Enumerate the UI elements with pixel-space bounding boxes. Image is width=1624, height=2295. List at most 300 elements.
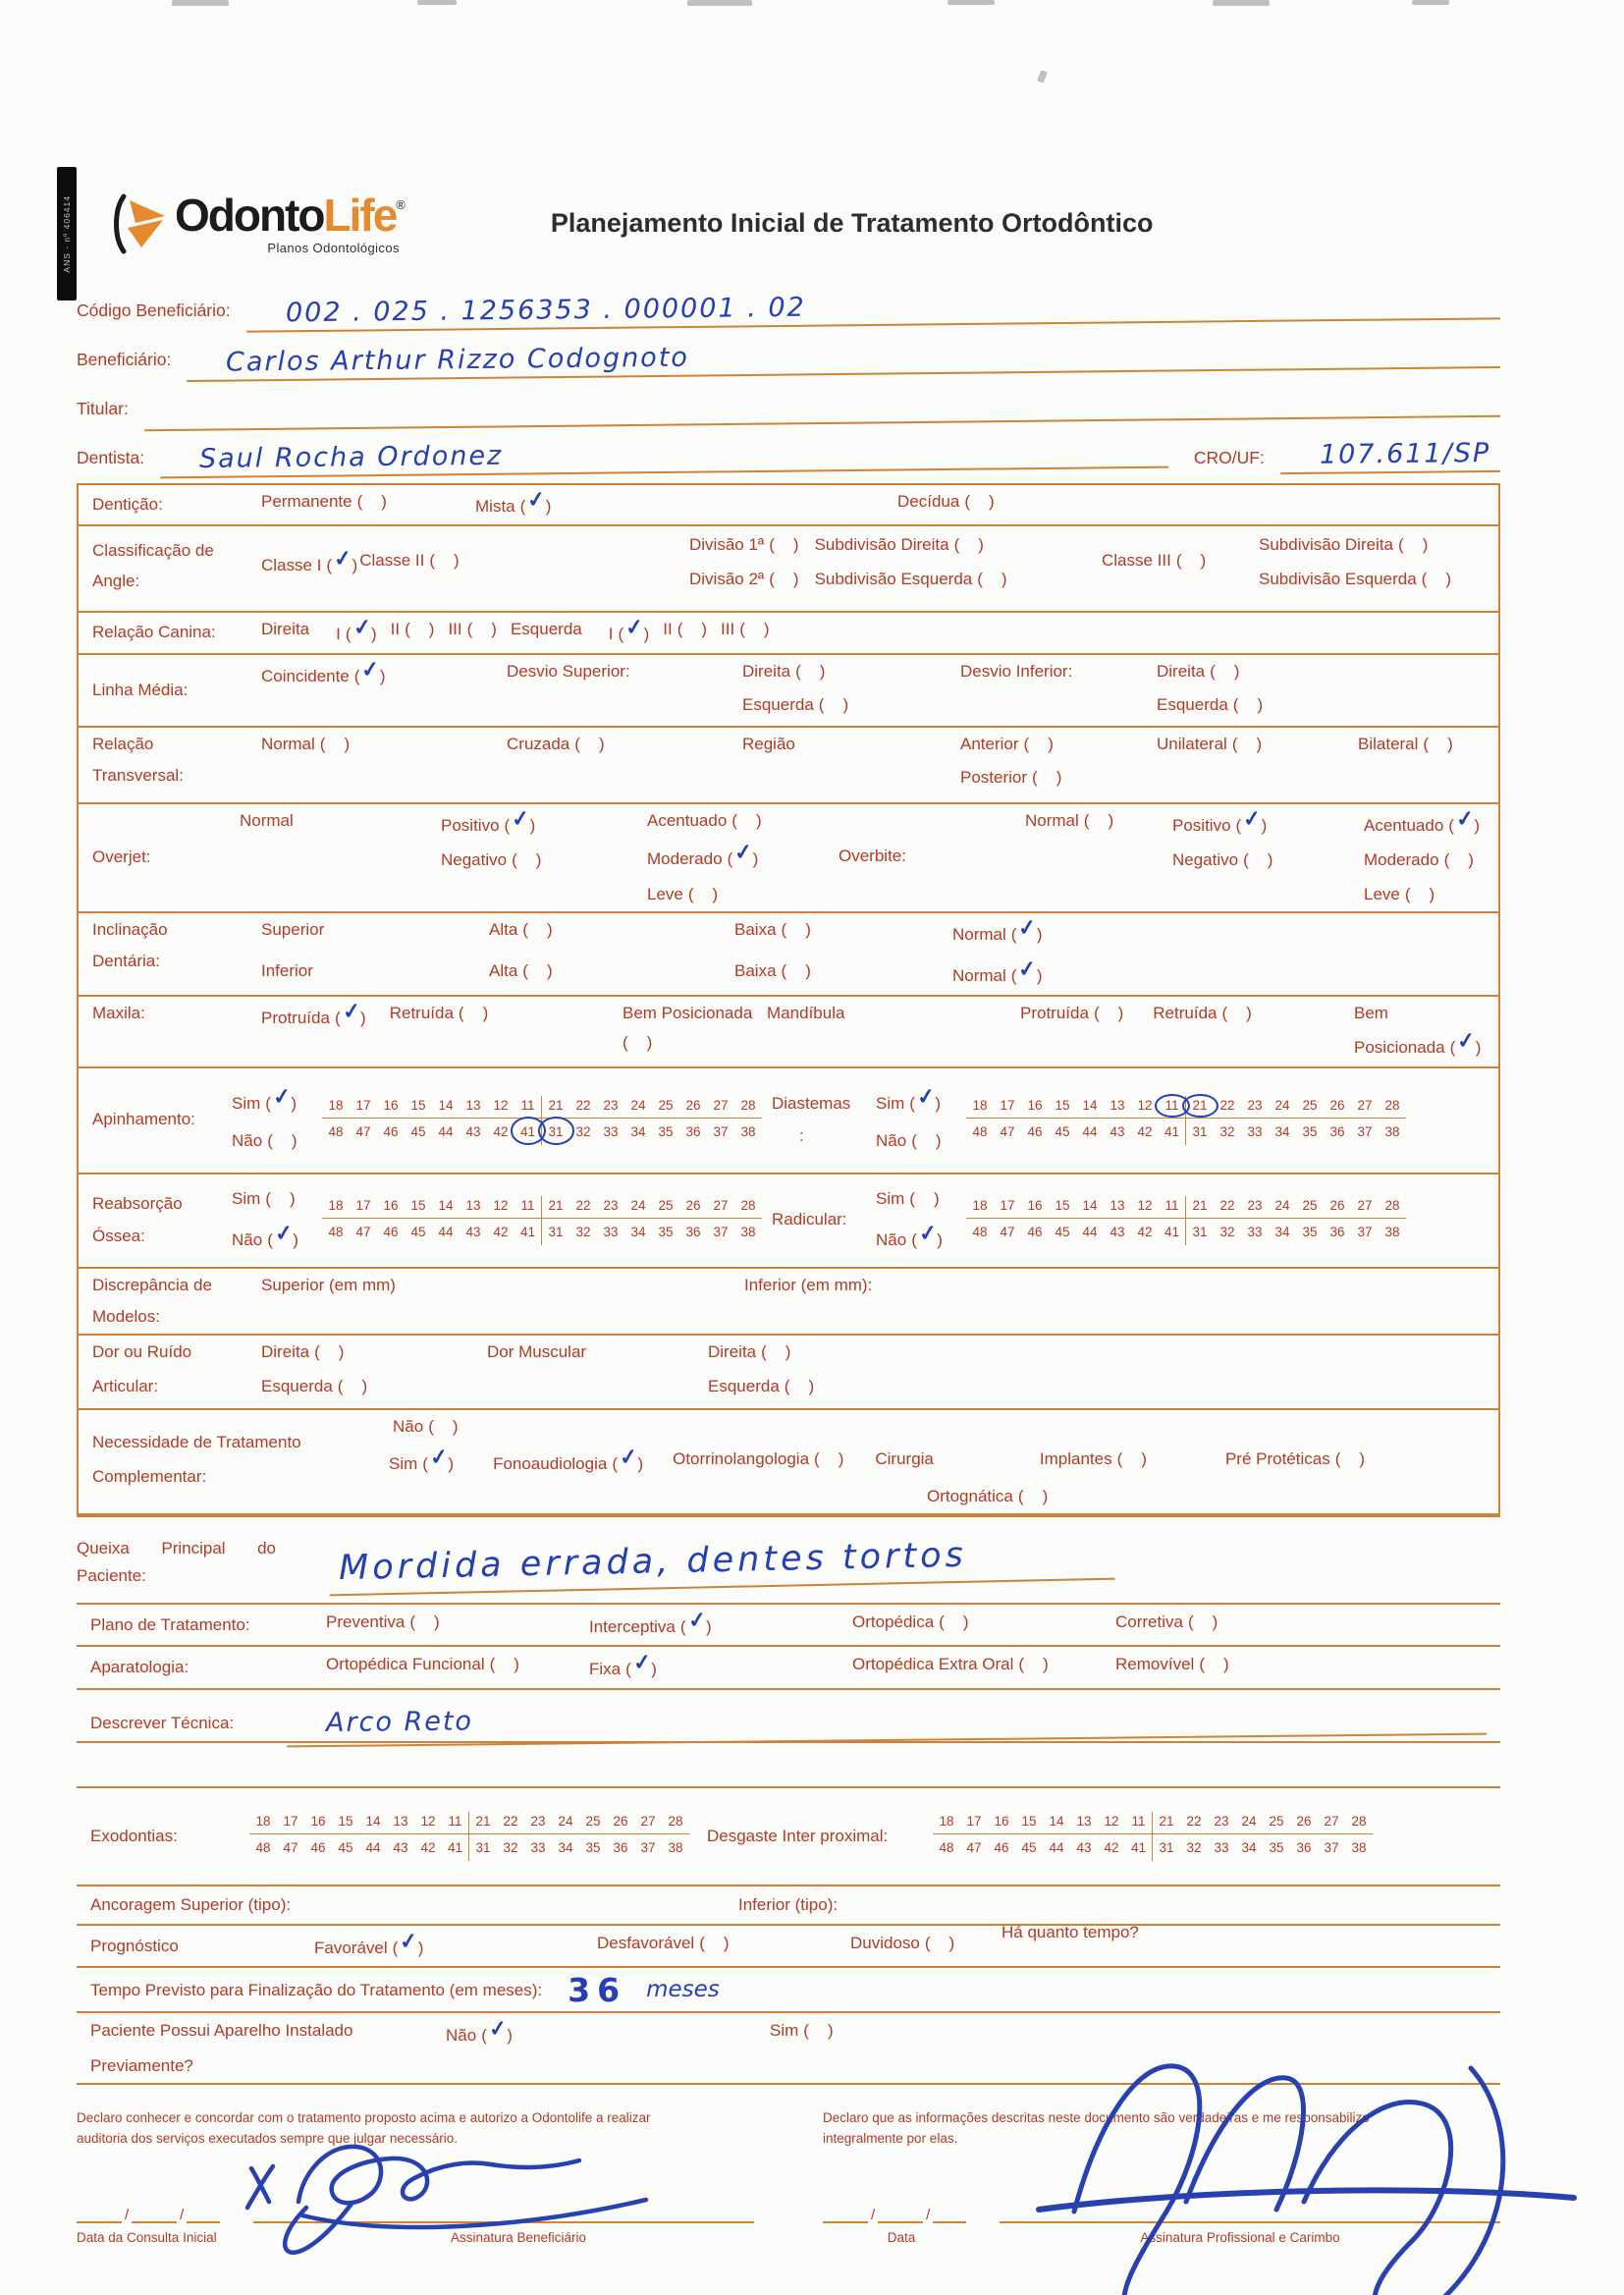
- option-retruida[interactable]: Retruída ( ): [389, 1003, 491, 1022]
- option-unilateral[interactable]: Unilateral ( ): [1157, 734, 1265, 753]
- option-subdivisao-esquerda[interactable]: Subdivisão Esquerda ( ): [814, 569, 1009, 588]
- tooth-12[interactable]: 12: [414, 1812, 442, 1835]
- tooth-36[interactable]: 36: [613, 1840, 628, 1856]
- date-segment[interactable]: [187, 2212, 220, 2223]
- tooth-47[interactable]: 47: [966, 1840, 982, 1856]
- tooth-31[interactable]: 31: [1192, 1124, 1208, 1140]
- tooth-18[interactable]: 18: [966, 1096, 994, 1120]
- tooth-41[interactable]: 41: [514, 1119, 542, 1145]
- tooth-44[interactable]: 44: [1049, 1840, 1064, 1856]
- tooth-22[interactable]: 22: [1180, 1812, 1208, 1835]
- tooth-28[interactable]: 28: [1379, 1096, 1406, 1120]
- option-classe-i[interactable]: Classe I (✓): [261, 545, 360, 575]
- tooth-38[interactable]: 38: [1384, 1124, 1400, 1140]
- option-direita[interactable]: Direita ( ): [261, 1342, 347, 1362]
- tooth-24[interactable]: 24: [1269, 1096, 1296, 1120]
- option-i[interactable]: I (✓): [608, 614, 652, 644]
- tooth-45[interactable]: 45: [338, 1840, 353, 1856]
- tooth-26[interactable]: 26: [1324, 1196, 1351, 1220]
- tooth-27[interactable]: 27: [707, 1196, 734, 1220]
- option-classe-iii[interactable]: Classe III ( ): [1102, 551, 1209, 571]
- tooth-36[interactable]: 36: [1329, 1124, 1345, 1140]
- tooth-37[interactable]: 37: [640, 1840, 656, 1856]
- tooth-38[interactable]: 38: [740, 1225, 756, 1240]
- tooth-31[interactable]: 31: [548, 1225, 564, 1240]
- tooth-26[interactable]: 26: [1290, 1812, 1318, 1835]
- option-sim[interactable]: Sim (✓): [876, 1083, 944, 1114]
- option-i[interactable]: I (✓): [336, 614, 379, 644]
- option-esquerda[interactable]: Esquerda ( ): [742, 695, 851, 715]
- tooth-18[interactable]: 18: [249, 1812, 277, 1835]
- date-segment[interactable]: [77, 2212, 122, 2223]
- option-direita[interactable]: Direita ( ): [1157, 661, 1242, 681]
- tooth-23[interactable]: 23: [1241, 1096, 1269, 1120]
- tooth-15[interactable]: 15: [1049, 1196, 1076, 1220]
- option-bilateral[interactable]: Bilateral ( ): [1358, 734, 1455, 753]
- option-nao[interactable]: Não (✓): [232, 1219, 300, 1249]
- option-implantes[interactable]: Implantes ( ): [1039, 1448, 1149, 1468]
- tooth-35[interactable]: 35: [658, 1225, 674, 1240]
- option-retruida[interactable]: Retruída ( ): [1153, 1003, 1254, 1022]
- tooth-11[interactable]: 11: [1125, 1812, 1153, 1835]
- option-normal[interactable]: Normal ( ): [1025, 810, 1116, 830]
- tooth-48[interactable]: 48: [972, 1225, 988, 1240]
- aparelho-previo-label: [90, 2020, 446, 2076]
- option-baixa[interactable]: Baixa ( ): [734, 961, 813, 981]
- option-coincidente[interactable]: Coincidente (✓): [261, 655, 388, 685]
- option-ii[interactable]: II ( ): [390, 620, 437, 639]
- tooth-17[interactable]: 17: [277, 1812, 304, 1835]
- option-ortopedica-extra-oral[interactable]: Ortopédica Extra Oral ( ): [852, 1655, 1051, 1674]
- tooth-45[interactable]: 45: [410, 1225, 426, 1240]
- tooth-45[interactable]: 45: [1055, 1225, 1070, 1240]
- option-mista[interactable]: Mista (✓): [475, 486, 554, 516]
- tooth-38[interactable]: 38: [668, 1840, 683, 1856]
- option-desfavoravel[interactable]: Desfavorável ( ): [597, 1933, 731, 1952]
- tooth-45[interactable]: 45: [410, 1124, 426, 1140]
- beneficiary-signature-line[interactable]: [253, 2212, 754, 2223]
- tooth-36[interactable]: 36: [685, 1124, 701, 1140]
- tooth-48[interactable]: 48: [255, 1840, 271, 1856]
- option-permanente[interactable]: Permanente ( ): [261, 492, 389, 511]
- option-protruida[interactable]: Protruída (✓): [261, 997, 368, 1027]
- tooth-16[interactable]: 16: [377, 1096, 405, 1120]
- option-bem-posicionada-mandibula[interactable]: Posicionada (✓): [1354, 1027, 1484, 1058]
- tooth-32[interactable]: 32: [575, 1124, 591, 1140]
- tooth-12[interactable]: 12: [1131, 1196, 1159, 1220]
- tooth-22[interactable]: 22: [497, 1812, 524, 1835]
- tooth-42[interactable]: 42: [493, 1124, 509, 1140]
- option-esquerda[interactable]: Esquerda ( ): [708, 1376, 817, 1395]
- tooth-11[interactable]: 11: [514, 1096, 542, 1120]
- option-moderado[interactable]: Moderado ( ): [1364, 850, 1476, 870]
- date-segment[interactable]: [823, 2212, 868, 2223]
- declaration-left: [77, 2108, 754, 2245]
- tooth-42[interactable]: 42: [493, 1225, 509, 1240]
- tooth-21[interactable]: 21: [469, 1812, 497, 1835]
- tooth-28[interactable]: 28: [1345, 1812, 1373, 1835]
- date-segment[interactable]: [132, 2212, 177, 2223]
- tooth-18[interactable]: 18: [933, 1812, 960, 1835]
- tooth-14[interactable]: 14: [1043, 1812, 1070, 1835]
- tooth-15[interactable]: 15: [405, 1096, 432, 1120]
- tooth-13[interactable]: 13: [387, 1812, 414, 1835]
- option-baixa[interactable]: Baixa ( ): [734, 919, 813, 939]
- tooth-12[interactable]: 12: [1098, 1812, 1125, 1835]
- tooth-46[interactable]: 46: [1027, 1124, 1043, 1140]
- tooth-17[interactable]: 17: [350, 1196, 377, 1220]
- tooth-46[interactable]: 46: [1027, 1225, 1043, 1240]
- signature-labels-left: [77, 2230, 754, 2245]
- option-anterior[interactable]: Anterior ( ): [960, 734, 1056, 753]
- tooth-43[interactable]: 43: [1110, 1124, 1125, 1140]
- option-fixa[interactable]: Fixa (✓): [589, 1649, 659, 1679]
- option-direita[interactable]: Direita ( ): [742, 661, 828, 681]
- tooth-12[interactable]: 12: [487, 1196, 514, 1220]
- tooth-28[interactable]: 28: [734, 1196, 762, 1220]
- tooth-22[interactable]: 22: [569, 1096, 597, 1120]
- tooth-35[interactable]: 35: [658, 1124, 674, 1140]
- tooth-37[interactable]: 37: [1324, 1840, 1339, 1856]
- option-acentuado[interactable]: Acentuado (✓): [1364, 804, 1483, 835]
- tooth-15[interactable]: 15: [405, 1196, 432, 1220]
- tooth-34[interactable]: 34: [558, 1840, 573, 1856]
- option-positivo[interactable]: Positivo (✓): [441, 804, 538, 835]
- tooth-12[interactable]: 12: [1131, 1096, 1159, 1120]
- tooth-47[interactable]: 47: [1000, 1124, 1015, 1140]
- tooth-34[interactable]: 34: [1274, 1225, 1290, 1240]
- option-nao[interactable]: Não ( ): [876, 1130, 944, 1150]
- tooth-34[interactable]: 34: [630, 1124, 646, 1140]
- tooth-32[interactable]: 32: [1219, 1225, 1235, 1240]
- tooth-32[interactable]: 32: [1186, 1840, 1202, 1856]
- descrever-tecnica-input[interactable]: Arco Reto: [287, 1691, 1487, 1747]
- option-subdivisao-direita[interactable]: Subdivisão Direita ( ): [814, 535, 986, 555]
- tooth-44[interactable]: 44: [438, 1225, 454, 1240]
- beneficiario-input[interactable]: Carlos Arthur Rizzo Codognoto: [187, 333, 1500, 382]
- tooth-31[interactable]: 31: [475, 1840, 491, 1856]
- tooth-26[interactable]: 26: [679, 1096, 707, 1120]
- tooth-27[interactable]: 27: [634, 1812, 662, 1835]
- tooth-13[interactable]: 13: [460, 1096, 487, 1120]
- tooth-33[interactable]: 33: [1247, 1124, 1263, 1140]
- tooth-47[interactable]: 47: [283, 1840, 298, 1856]
- option-iii[interactable]: III ( ): [448, 620, 499, 639]
- tooth-35[interactable]: 35: [1302, 1225, 1318, 1240]
- tooth-36[interactable]: 36: [1296, 1840, 1312, 1856]
- option-duvidoso[interactable]: Duvidoso ( ): [850, 1933, 957, 1952]
- option-positivo[interactable]: Positivo (✓): [1172, 804, 1270, 835]
- option-ortopedica[interactable]: Ortopédica ( ): [852, 1612, 971, 1631]
- option-posterior[interactable]: Posterior ( ): [960, 768, 1064, 788]
- tooth-32[interactable]: 32: [575, 1225, 591, 1240]
- option-leve[interactable]: Leve ( ): [1364, 884, 1437, 903]
- option-normal[interactable]: Normal ( ): [261, 734, 352, 753]
- option-removivel[interactable]: Removível ( ): [1115, 1655, 1231, 1674]
- tooth-38[interactable]: 38: [1384, 1225, 1400, 1240]
- option-pre-proteticas[interactable]: Pré Protéticas ( ): [1224, 1448, 1368, 1468]
- tooth-33[interactable]: 33: [603, 1225, 619, 1240]
- tooth-21[interactable]: 21: [1153, 1812, 1180, 1835]
- tooth-46[interactable]: 46: [383, 1225, 399, 1240]
- tooth-18[interactable]: 18: [966, 1196, 994, 1220]
- row-descrever-tecnica: [77, 1690, 1500, 1743]
- tooth-41[interactable]: 41: [1159, 1119, 1186, 1145]
- tooth-27[interactable]: 27: [1351, 1196, 1379, 1220]
- tooth-43[interactable]: 43: [1110, 1225, 1125, 1240]
- tooth-24[interactable]: 24: [624, 1196, 652, 1220]
- option-fonoaudiologia[interactable]: Fonoaudiologia (✓): [493, 1443, 646, 1473]
- tooth-23[interactable]: 23: [1241, 1196, 1269, 1220]
- tooth-24[interactable]: 24: [552, 1812, 579, 1835]
- tooth-28[interactable]: 28: [662, 1812, 689, 1835]
- option-nao[interactable]: Não (✓): [446, 2015, 514, 2046]
- option-alta[interactable]: Alta ( ): [489, 919, 555, 939]
- option-alta[interactable]: Alta ( ): [489, 961, 555, 981]
- tooth-37[interactable]: 37: [713, 1124, 729, 1140]
- tooth-16[interactable]: 16: [304, 1812, 332, 1835]
- option-bem-posicionada-maxila[interactable]: ( ): [623, 1033, 655, 1053]
- tooth-21[interactable]: 21: [1186, 1096, 1214, 1120]
- tooth-26[interactable]: 26: [607, 1812, 634, 1835]
- tooth-44[interactable]: 44: [438, 1124, 454, 1140]
- option-normal[interactable]: Normal (✓): [952, 956, 1045, 986]
- tooth-17[interactable]: 17: [994, 1096, 1021, 1120]
- option-esquerda[interactable]: Esquerda ( ): [261, 1376, 370, 1395]
- tooth-22[interactable]: 22: [1214, 1196, 1241, 1220]
- option-classe-ii[interactable]: Classe II ( ): [359, 551, 461, 571]
- option-subdivisao-direita[interactable]: Subdivisão Direita ( ): [1259, 535, 1431, 555]
- tooth-42[interactable]: 42: [1104, 1840, 1119, 1856]
- tooth-44[interactable]: 44: [1082, 1225, 1098, 1240]
- tooth-44[interactable]: 44: [365, 1840, 381, 1856]
- option-nao[interactable]: Não (✓): [876, 1219, 945, 1249]
- tooth-25[interactable]: 25: [1263, 1812, 1290, 1835]
- tooth-33[interactable]: 33: [603, 1124, 619, 1140]
- tooth-15[interactable]: 15: [332, 1812, 359, 1835]
- option-negativo[interactable]: Negativo ( ): [441, 850, 544, 870]
- tooth-24[interactable]: 24: [624, 1096, 652, 1120]
- tooth-48[interactable]: 48: [328, 1225, 344, 1240]
- tooth-11[interactable]: 11: [514, 1196, 542, 1220]
- tooth-13[interactable]: 13: [1070, 1812, 1098, 1835]
- tooth-15[interactable]: 15: [1049, 1096, 1076, 1120]
- tooth-44[interactable]: 44: [1082, 1124, 1098, 1140]
- option-interceptiva[interactable]: Interceptiva (✓): [589, 1606, 714, 1636]
- tooth-25[interactable]: 25: [1296, 1096, 1324, 1120]
- tooth-24[interactable]: 24: [1269, 1196, 1296, 1220]
- tooth-42[interactable]: 42: [1137, 1225, 1153, 1240]
- tooth-16[interactable]: 16: [1021, 1196, 1049, 1220]
- tooth-27[interactable]: 27: [707, 1096, 734, 1120]
- option-normal[interactable]: Normal (✓): [952, 914, 1045, 944]
- option-protruida[interactable]: Protruída ( ): [1020, 1003, 1126, 1022]
- tooth-36[interactable]: 36: [1329, 1225, 1345, 1240]
- option-sim[interactable]: Sim (✓): [389, 1443, 457, 1473]
- tooth-43[interactable]: 43: [1076, 1840, 1092, 1856]
- tooth-36[interactable]: 36: [685, 1225, 701, 1240]
- tooth-22[interactable]: 22: [1214, 1096, 1241, 1120]
- tooth-15[interactable]: 15: [1015, 1812, 1043, 1835]
- tooth-47[interactable]: 47: [355, 1225, 371, 1240]
- tooth-21[interactable]: 21: [542, 1096, 569, 1120]
- tooth-26[interactable]: 26: [1324, 1096, 1351, 1120]
- tooth-34[interactable]: 34: [1274, 1124, 1290, 1140]
- tooth-37[interactable]: 37: [1357, 1124, 1373, 1140]
- tooth-42[interactable]: 42: [420, 1840, 436, 1856]
- tooth-33[interactable]: 33: [1247, 1225, 1263, 1240]
- tooth-38[interactable]: 38: [1351, 1840, 1367, 1856]
- tooth-14[interactable]: 14: [432, 1196, 460, 1220]
- option-sim[interactable]: Sim ( ): [232, 1189, 298, 1209]
- tooth-47[interactable]: 47: [355, 1124, 371, 1140]
- tooth-31[interactable]: 31: [542, 1119, 569, 1145]
- option-moderado[interactable]: Moderado (✓): [647, 839, 761, 869]
- tooth-35[interactable]: 35: [1302, 1124, 1318, 1140]
- option-ortognatica[interactable]: Ortognática ( ): [927, 1487, 1051, 1506]
- tooth-21[interactable]: 21: [542, 1196, 569, 1220]
- option-subdivisao-esquerda[interactable]: Subdivisão Esquerda ( ): [1259, 569, 1454, 588]
- tooth-27[interactable]: 27: [1318, 1812, 1345, 1835]
- option-ii[interactable]: II ( ): [663, 620, 710, 639]
- tooth-25[interactable]: 25: [652, 1196, 679, 1220]
- tooth-13[interactable]: 13: [460, 1196, 487, 1220]
- tooth-17[interactable]: 17: [994, 1196, 1021, 1220]
- tooth-35[interactable]: 35: [1269, 1840, 1284, 1856]
- tooth-34[interactable]: 34: [630, 1225, 646, 1240]
- option-sim[interactable]: Sim ( ): [770, 2021, 836, 2041]
- tooth-42[interactable]: 42: [1137, 1124, 1153, 1140]
- tooth-22[interactable]: 22: [569, 1196, 597, 1220]
- tooth-16[interactable]: 16: [1021, 1096, 1049, 1120]
- tooth-11[interactable]: 11: [1159, 1096, 1186, 1120]
- tooth-37[interactable]: 37: [713, 1225, 729, 1240]
- tooth-31[interactable]: 31: [1159, 1840, 1174, 1856]
- option-leve[interactable]: Leve ( ): [647, 884, 721, 903]
- tooth-21[interactable]: 21: [1186, 1196, 1214, 1220]
- option-sim[interactable]: Sim ( ): [876, 1189, 942, 1209]
- tooth-25[interactable]: 25: [579, 1812, 607, 1835]
- tooth-27[interactable]: 27: [1351, 1096, 1379, 1120]
- tooth-33[interactable]: 33: [1214, 1840, 1229, 1856]
- tooth-23[interactable]: 23: [597, 1096, 624, 1120]
- tooth-23[interactable]: 23: [524, 1812, 552, 1835]
- tooth-23[interactable]: 23: [597, 1196, 624, 1220]
- tooth-48[interactable]: 48: [972, 1124, 988, 1140]
- tooth-13[interactable]: 13: [1104, 1196, 1131, 1220]
- tooth-43[interactable]: 43: [465, 1124, 481, 1140]
- option-iii[interactable]: III ( ): [721, 620, 772, 639]
- tooth-48[interactable]: 48: [939, 1840, 954, 1856]
- dentista-input[interactable]: Saul Rocha Ordonez: [160, 433, 1168, 479]
- tooth-41[interactable]: 41: [1159, 1219, 1186, 1245]
- cro-uf-input[interactable]: 107.611/SP: [1280, 437, 1501, 474]
- tooth-38[interactable]: 38: [740, 1124, 756, 1140]
- tooth-43[interactable]: 43: [465, 1225, 481, 1240]
- tooth-28[interactable]: 28: [1379, 1196, 1406, 1220]
- tooth-14[interactable]: 14: [1076, 1096, 1104, 1120]
- plano-label: Plano de Tratamento:: [90, 1614, 250, 1634]
- tooth-31[interactable]: 31: [1192, 1225, 1208, 1240]
- option-direita[interactable]: Direita ( ): [708, 1342, 793, 1362]
- tooth-24[interactable]: 24: [1235, 1812, 1263, 1835]
- option-divisao-2[interactable]: Divisão 2ª ( ): [689, 569, 801, 588]
- tooth-13[interactable]: 13: [1104, 1096, 1131, 1120]
- date-segment[interactable]: [878, 2212, 923, 2223]
- tooth-26[interactable]: 26: [679, 1196, 707, 1220]
- professional-signature-line[interactable]: [1000, 2212, 1500, 2223]
- tooth-46[interactable]: 46: [994, 1840, 1009, 1856]
- tooth-18[interactable]: 18: [322, 1196, 350, 1220]
- tooth-32[interactable]: 32: [503, 1840, 518, 1856]
- tooth-11[interactable]: 11: [1159, 1196, 1186, 1220]
- option-divisao-1[interactable]: Divisão 1ª ( ): [689, 535, 801, 555]
- tooth-46[interactable]: 46: [310, 1840, 326, 1856]
- tooth-43[interactable]: 43: [393, 1840, 408, 1856]
- tooth-14[interactable]: 14: [432, 1096, 460, 1120]
- tooth-45[interactable]: 45: [1055, 1124, 1070, 1140]
- option-esquerda[interactable]: Esquerda ( ): [1157, 695, 1266, 715]
- tooth-18[interactable]: 18: [322, 1096, 350, 1120]
- tooth-25[interactable]: 25: [652, 1096, 679, 1120]
- option-sim[interactable]: Sim (✓): [232, 1083, 299, 1114]
- option-negativo[interactable]: Negativo ( ): [1172, 850, 1275, 870]
- tooth-46[interactable]: 46: [383, 1124, 399, 1140]
- option-nao[interactable]: Não ( ): [393, 1417, 460, 1437]
- option-cruzada[interactable]: Cruzada ( ): [507, 734, 607, 753]
- tooth-17[interactable]: 17: [350, 1096, 377, 1120]
- tooth-12[interactable]: 12: [487, 1096, 514, 1120]
- tempo-previsto-input[interactable]: 36: [568, 1970, 627, 2009]
- tooth-35[interactable]: 35: [585, 1840, 601, 1856]
- option-favoravel[interactable]: Favorável (✓): [314, 1927, 426, 1957]
- tooth-17[interactable]: 17: [960, 1812, 988, 1835]
- tooth-23[interactable]: 23: [1208, 1812, 1235, 1835]
- option-ortopedica-funcional[interactable]: Ortopédica Funcional ( ): [326, 1655, 521, 1674]
- tooth-41[interactable]: 41: [442, 1834, 469, 1861]
- brand-odonto: Odonto: [175, 190, 324, 241]
- tooth-37[interactable]: 37: [1357, 1225, 1373, 1240]
- tooth-25[interactable]: 25: [1296, 1196, 1324, 1220]
- option-decidua[interactable]: Decídua ( ): [897, 492, 997, 511]
- tooth-28[interactable]: 28: [734, 1096, 762, 1120]
- tooth-34[interactable]: 34: [1241, 1840, 1257, 1856]
- tooth-16[interactable]: 16: [988, 1812, 1015, 1835]
- tooth-47[interactable]: 47: [1000, 1225, 1015, 1240]
- tooth-14[interactable]: 14: [359, 1812, 387, 1835]
- tooth-11[interactable]: 11: [442, 1812, 469, 1835]
- option-acentuado[interactable]: Acentuado ( ): [647, 810, 764, 830]
- option-otorrinolangologia[interactable]: Otorrinolangologia ( ): [673, 1448, 846, 1468]
- tooth-14[interactable]: 14: [1076, 1196, 1104, 1220]
- tooth-16[interactable]: 16: [377, 1196, 405, 1220]
- descrever-tecnica-label: Descrever Técnica:: [90, 1713, 235, 1732]
- tooth-41[interactable]: 41: [514, 1219, 542, 1245]
- tempo-previsto-unit[interactable]: meses: [646, 1976, 720, 2002]
- tooth-48[interactable]: 48: [328, 1124, 344, 1140]
- queixa-input[interactable]: Mordida errada, dentes tortos: [329, 1527, 1115, 1597]
- tooth-33[interactable]: 33: [530, 1840, 546, 1856]
- date-segment[interactable]: [933, 2212, 966, 2223]
- tooth-45[interactable]: 45: [1021, 1840, 1037, 1856]
- option-nao[interactable]: Não ( ): [232, 1130, 299, 1150]
- tooth-41[interactable]: 41: [1125, 1834, 1153, 1861]
- option-corretiva[interactable]: Corretiva ( ): [1115, 1612, 1220, 1631]
- titular-input[interactable]: [144, 382, 1500, 431]
- codigo-beneficiario-input[interactable]: 002 . 025 . 1256353 . 000001 . 02: [245, 284, 1500, 332]
- tooth-32[interactable]: 32: [1219, 1124, 1235, 1140]
- option-preventiva[interactable]: Preventiva ( ): [326, 1612, 442, 1631]
